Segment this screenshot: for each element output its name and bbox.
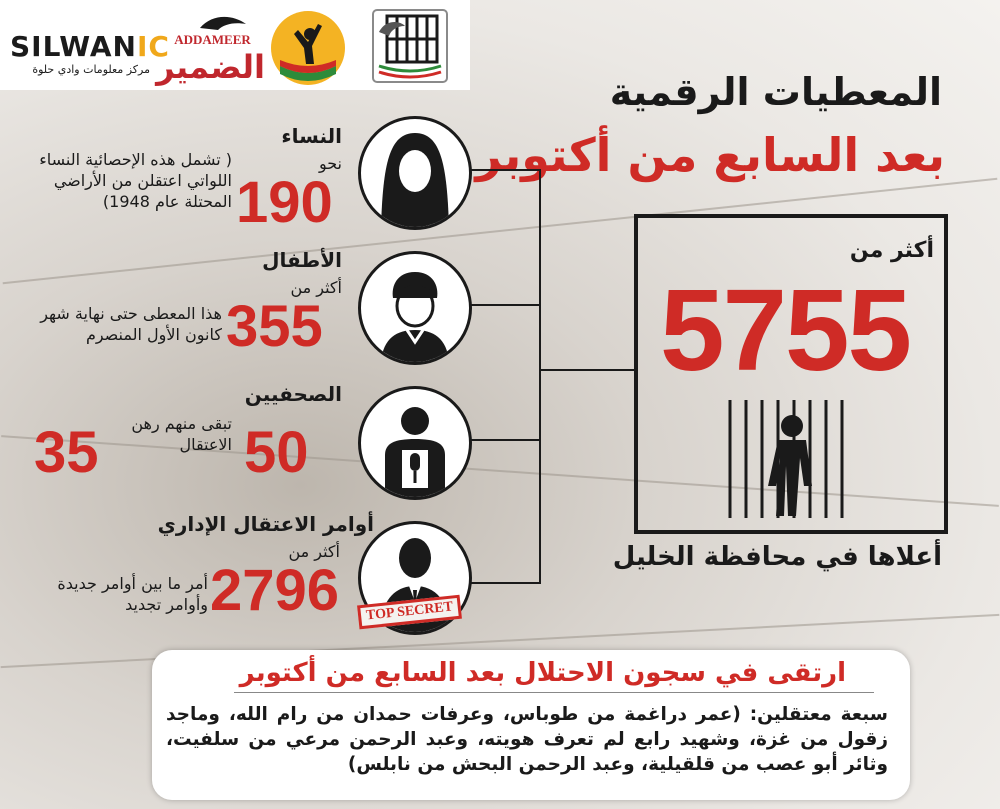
total-prefix: أكثر من: [849, 238, 934, 263]
martyrs-title: ارتقى في سجون الاحتلال بعد السابع من أكتوبر: [239, 658, 846, 688]
journalists-count: 50: [244, 420, 309, 485]
admin-orders-count: 2796: [210, 558, 340, 623]
admin-orders-note: أمر ما بين أوامر جديدة وأوامر تجديد: [57, 574, 208, 614]
silwanic-subtitle: مركز معلومات وادي حلوة: [32, 63, 150, 76]
child-icon: [358, 251, 472, 365]
journalists-remaining: 35: [34, 420, 99, 485]
journalists-note: تبقى منهم رهن الاعتقال: [131, 414, 232, 454]
women-note: ( تشمل هذه الإحصائية النساء اللواتي اعتقلن من الأراضي المحتلة عام 1948): [39, 150, 232, 211]
children-count: 355: [226, 294, 323, 359]
prisoner-behind-bars-icon: [720, 396, 860, 524]
admin-orders-label: أوامر الاعتقال الإداري: [157, 512, 374, 536]
children-label: الأطفال: [262, 248, 342, 272]
page-title: المعطيات الرقمية: [609, 70, 942, 114]
addameer-name-en: ADDAMEER: [174, 32, 251, 47]
total-count: 5755: [660, 265, 911, 395]
women-icon: [358, 116, 472, 230]
martyrs-body: سبعة معتقلين: (عمر دراغمة من طوباس، وعرفات حمدان من رام الله، وماجد زقول من غزة، وشهيد رابع لم تعرف هويته، وعبد الرحمن مرعي من سلفيت، وثائر أبو عصب من قلقيلية، وعبد الرحمن البحش من نابلس): [166, 704, 888, 776]
divider: [234, 692, 874, 693]
total-suffix: أعلاها في محافظة الخليل: [612, 542, 942, 572]
top-secret-stamp: TOP SECRET: [357, 595, 462, 630]
children-note: هذا المعطى حتى نهاية شهر كانون الأول المنصرم: [40, 304, 222, 344]
children-qualifier: أكثر من: [290, 278, 342, 297]
admin-orders-qualifier: أكثر من: [288, 542, 340, 561]
journalists-label: الصحفيين: [244, 382, 342, 406]
martyrs-box: [152, 650, 910, 800]
silwanic-name: SILWANIC: [10, 30, 170, 63]
women-label: النساء: [281, 124, 342, 148]
women-qualifier: نحو: [318, 154, 342, 173]
women-count: 190: [236, 170, 333, 235]
page-subtitle: بعد السابع من أكتوبر: [475, 128, 945, 182]
journalist-icon: [358, 386, 472, 500]
addameer-name-ar: الضمير: [156, 48, 265, 86]
